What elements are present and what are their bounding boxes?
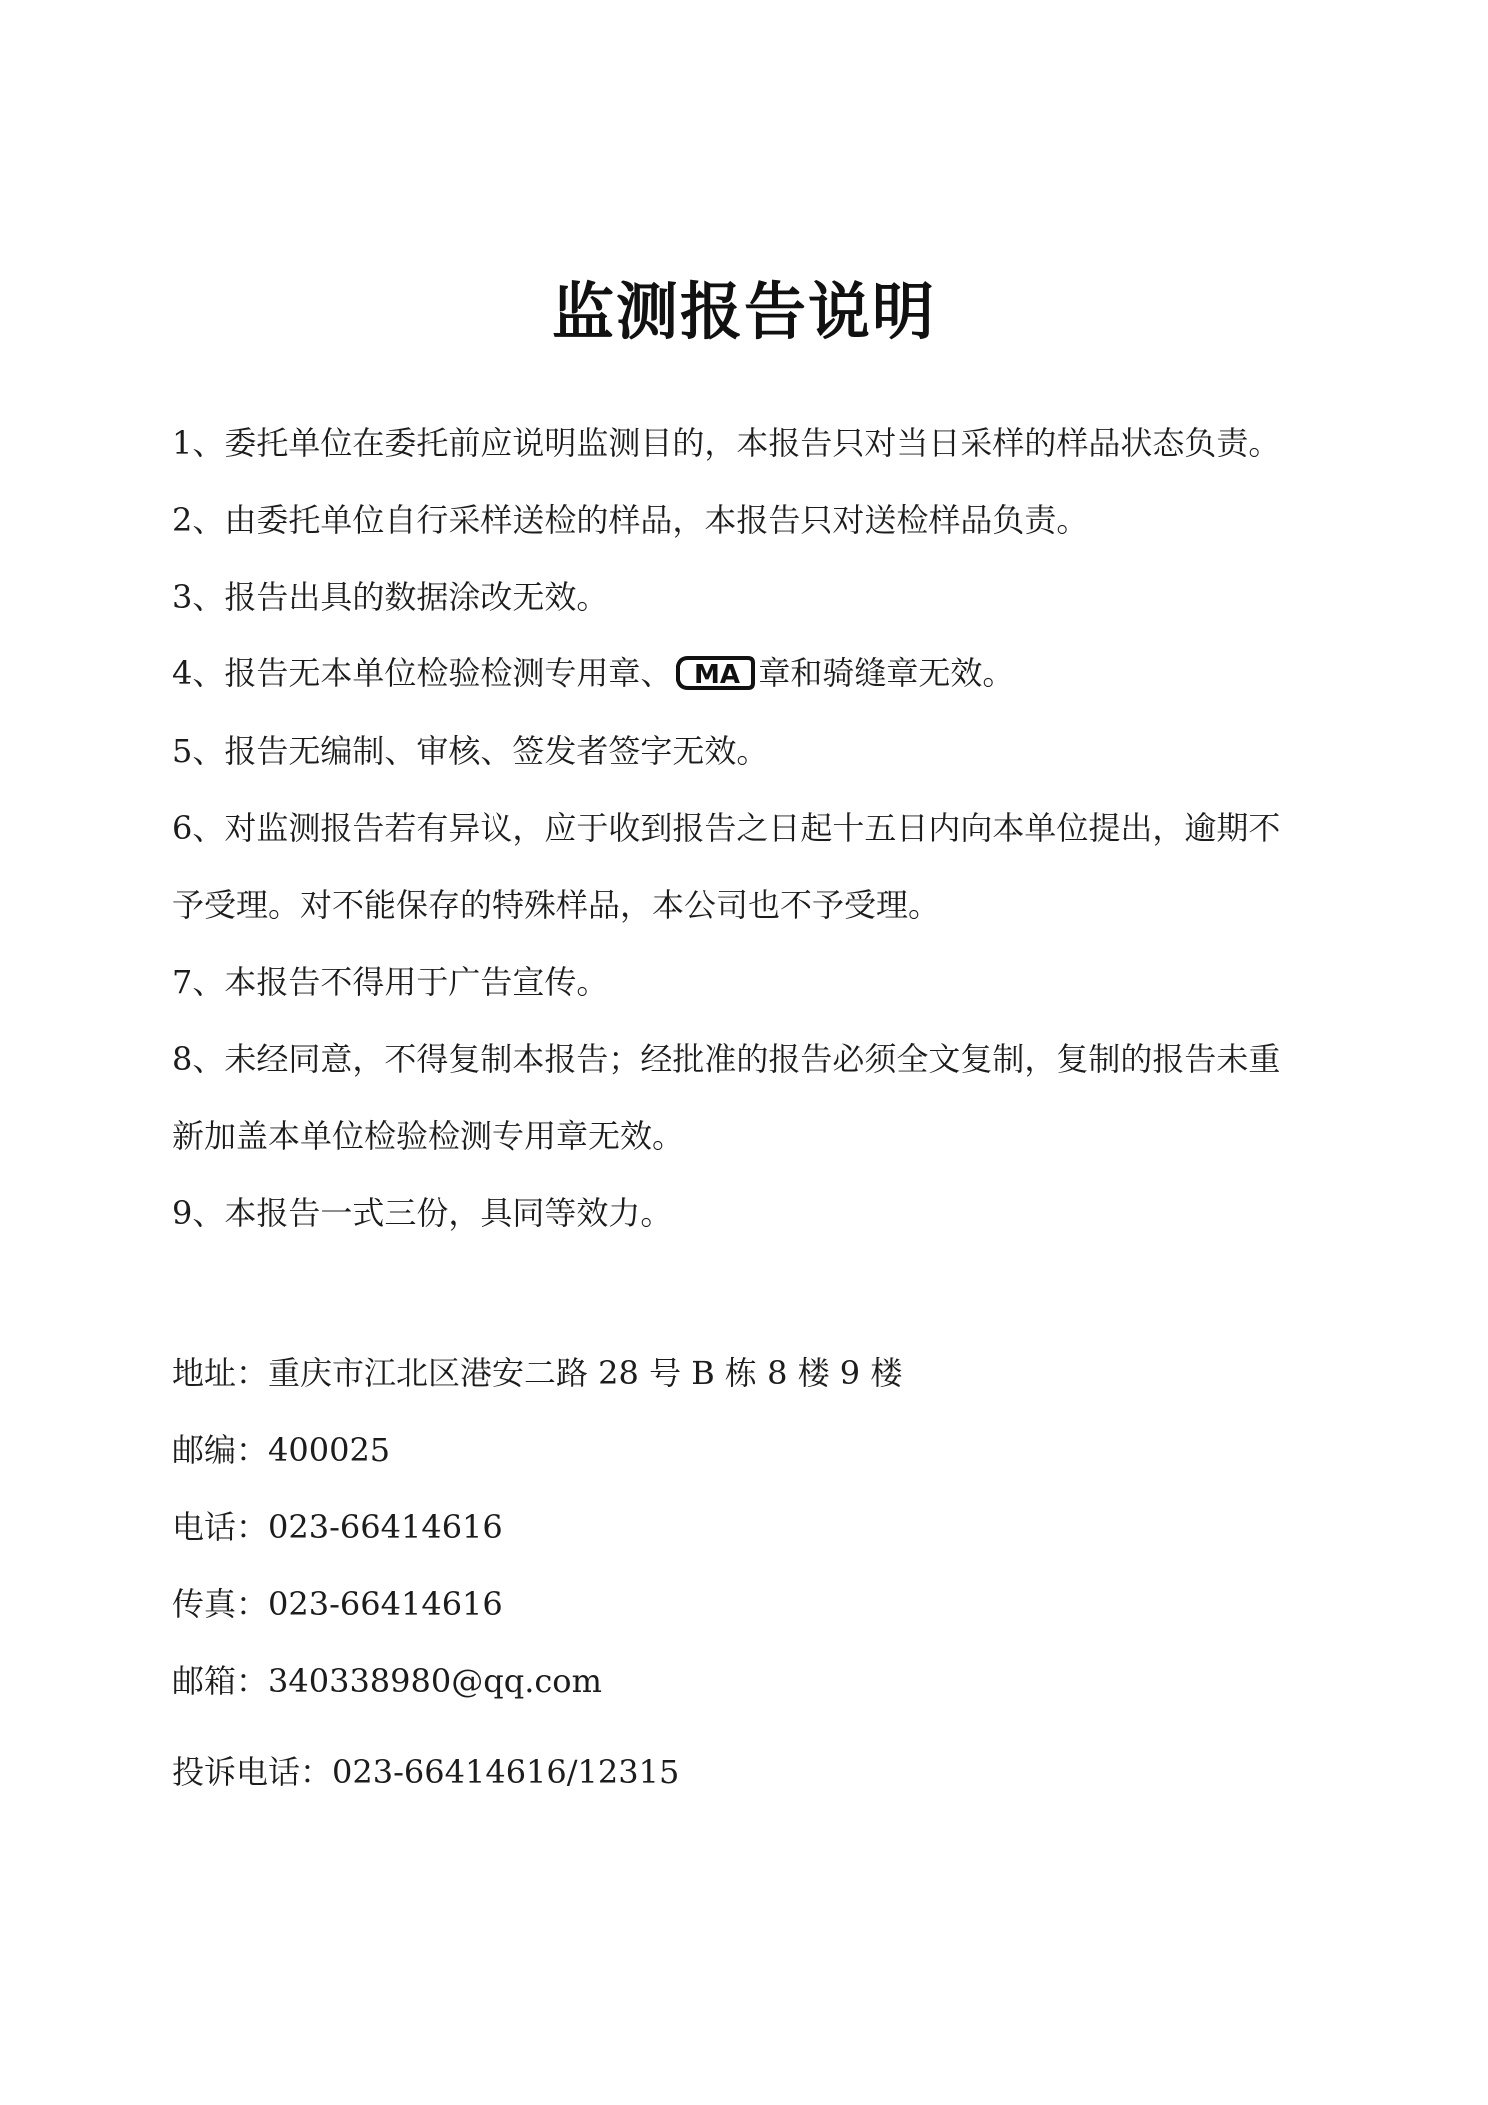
note-item-3: 3、报告出具的数据涂改无效。 (172, 578, 609, 616)
note-item-6: 6、对监测报告若有异议，应于收到报告之日起十五日内向本单位提出，逾期不 (172, 809, 1281, 847)
contact-email: 邮箱：340338980@qq.com (172, 1662, 602, 1700)
note-item-5: 5、报告无编制、审核、签发者签字无效。 (172, 732, 769, 770)
contact-postcode: 邮编：400025 (172, 1431, 391, 1469)
contact-fax: 传真：023-66414616 (172, 1585, 503, 1623)
note-item-4 (172, 653, 1014, 697)
page-title: 监测报告说明 (551, 275, 936, 348)
note-item-8-continuation: 新加盖本单位检验检测专用章无效。 (172, 1117, 685, 1155)
cma-mark-icon (674, 655, 756, 691)
note-item-9: 9、本报告一式三份，具同等效力。 (172, 1194, 673, 1232)
contact-address: 地址：重庆市江北区港安二路 28 号 B 栋 8 楼 9 楼 (172, 1354, 903, 1392)
note-item-8: 8、未经同意，不得复制本报告；经批准的报告必须全文复制，复制的报告未重 (172, 1040, 1281, 1078)
svg-text:MA: MA (694, 659, 741, 690)
contact-complaint-phone: 投诉电话：023-66414616/12315 (172, 1753, 680, 1791)
note-item-4-after: 章和骑缝章无效。 (758, 654, 1015, 692)
note-item-7: 7、本报告不得用于广告宣传。 (172, 963, 609, 1001)
note-item-4-before: 4、报告无本单位检验检测专用章、 (172, 654, 673, 692)
contact-phone: 电话：023-66414616 (172, 1508, 503, 1546)
note-item-6-continuation: 予受理。对不能保存的特殊样品，本公司也不予受理。 (172, 886, 941, 924)
note-item-1: 1、委托单位在委托前应说明监测目的，本报告只对当日采样的样品状态负责。 (172, 424, 1281, 462)
note-item-2: 2、由委托单位自行采样送检的样品，本报告只对送检样品负责。 (172, 501, 1089, 539)
